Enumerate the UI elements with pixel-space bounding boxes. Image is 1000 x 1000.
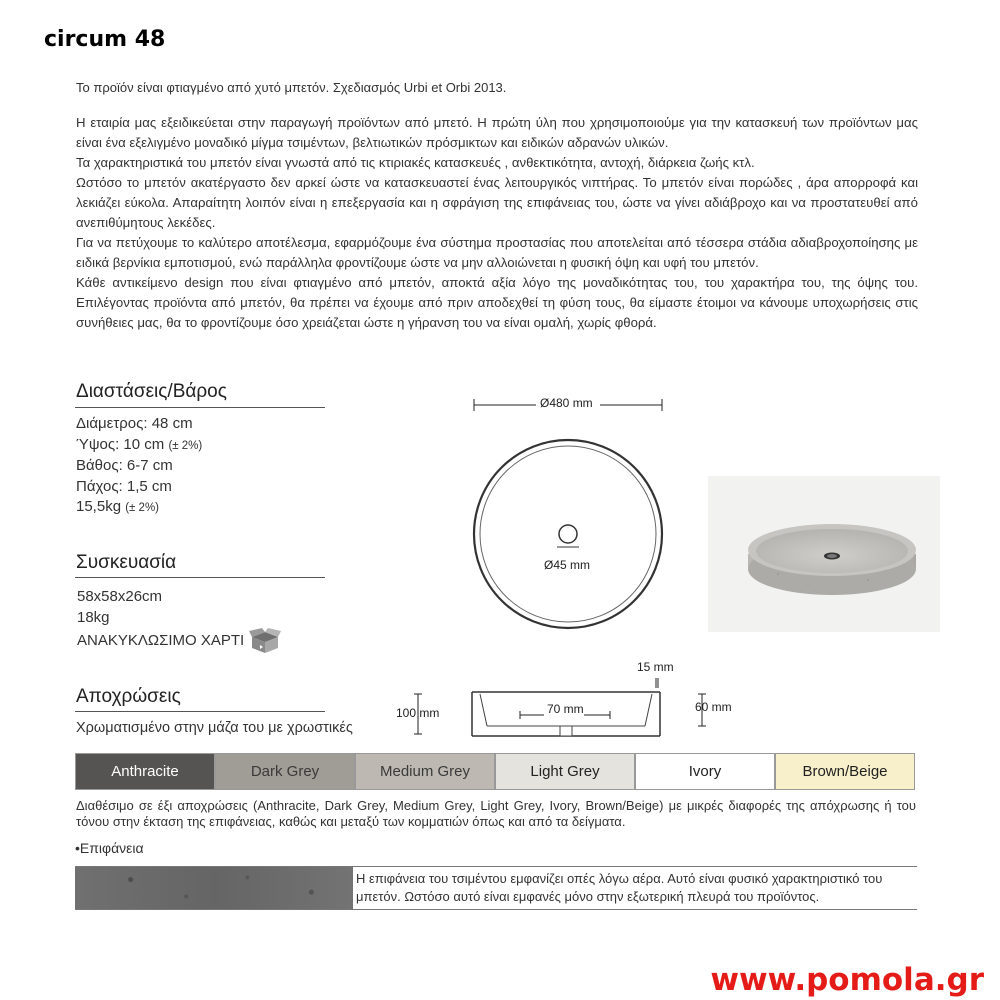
colors-heading: Αποχρώσεις — [76, 686, 181, 707]
dimension-item: Βάθος: 6-7 cm — [76, 457, 173, 474]
description-paragraph: Τα χαρακτηριστικά του μπετόν είναι γνωστά από τις κτιριακές κατασκευές , ανθεκτικότητα, αντοχή, διάρκεια ζωής κτλ. — [76, 155, 755, 170]
dimensions-list — [76, 414, 202, 519]
dimensions-heading: Διαστάσεις/Βάρος — [76, 381, 227, 402]
packaging-heading: Συσκευασία — [76, 552, 177, 573]
swatch-medium-grey[interactable]: Medium Grey — [355, 753, 495, 790]
colors-subheading: Χρωματισμένο στην μάζα του με χρωστικές — [76, 720, 353, 736]
height-label: 100 mm — [396, 706, 440, 720]
packaging-item: 58x58x26cm — [77, 588, 163, 605]
description-paragraph: Για να πετύχουμε το καλύτερο αποτέλεσμα, εφαρμόζουμε ένα σύστημα προστασίας που αποτελείται από τέσσερα στάδια αδιαβροχοποίησης με ειδικά βερνίκια εμποτισμού, ενώ παράλληλα φροντίζουμε ώστε να μην αλλοιώνεται η φυσική όψη και υφή του μπετόν. — [76, 235, 918, 270]
drain-diameter-label: Ø45 mm — [544, 558, 591, 572]
top-diameter-label: Ø480 mm — [540, 396, 593, 410]
description-paragraph: Η εταιρία μας εξειδικεύεται στην παραγωγή προϊόντων από μπετό. Η πρώτη ύλη που χρησιμοποιούμε για την κατασκευή των προϊόντων μας είναι ένα εξελιγμένο μοναδικό μίγμα τσιμέντων, βελτιωτικών πρόσμικτων και ειδικών αδρανών υλικών. — [76, 115, 918, 150]
surface-text: Η επιφάνεια του τσιμέντου εμφανίζει οπές λόγω αέρα. Αυτό είναι φυσικό χαρακτηριστικό του μπετόν. Ωστόσο αυτό είναι εμφανές μόνο στην εξωτερική πλευρά του προϊόντος. — [356, 871, 883, 904]
intro-text: Το προϊόν είναι φτιαγμένο από χυτό μπετόν. Σχεδιασμός Urbi et Orbi 2013. — [76, 80, 507, 95]
website-link[interactable]: www.pomola.gr — [710, 962, 984, 998]
section-drawing — [410, 660, 670, 740]
packaging-item: ΑΝΑΚΥΚΛΩΣΙΜΟ ΧΑΡΤΙ — [77, 628, 282, 654]
depth-right-label: 60 mm — [695, 700, 732, 714]
product-photo — [708, 476, 940, 632]
packaging-item: 18kg — [77, 608, 110, 626]
top-view-drawing — [460, 390, 680, 640]
wall-thickness-label: 15 mm — [637, 660, 674, 674]
swatch-light-grey[interactable]: Light Grey — [495, 753, 635, 790]
surface-box — [75, 866, 917, 910]
packaging-list — [77, 587, 282, 654]
dimension-item: 15,5kg (± 2%) — [76, 498, 160, 515]
box-icon — [248, 628, 282, 654]
surface-heading: •Επιφάνεια — [75, 840, 144, 856]
dimension-item: Πάχος: 1,5 cm — [76, 477, 172, 495]
inner-depth-label: 70 mm — [547, 702, 584, 716]
divider — [75, 577, 325, 578]
description-paragraph: Ωστόσο το μπετόν ακατέργαστο δεν αρκεί ώστε να κατασκευαστεί ένας λειτουργικός νιπτήρας. Το μπετόν είναι πορώδες , άρα απορροφά και λεκιάζει εύκολα. Απαραίτητη λοιπόν είναι η επεξεργασία και η σφράγιση της επιφάνειας του, ώστε να γίνει αδιάβροχο και να προστατευθεί από ανεπιθύμητους λεκέδες. — [76, 175, 918, 230]
divider — [75, 711, 325, 712]
availability-text: Διαθέσιμο σε έξι αποχρώσεις (Anthracite, Dark Grey, Medium Grey, Light Grey, Ivory, Brown/Beige) με μικρές διαφορές της απόχρωσης ή του τόνου στην έκταση της επιφάνειας, καθώς και μεταξύ των κομματιών όπως και από τα δείγματα. — [76, 798, 916, 829]
dimension-item: Ύψος: 10 cm (± 2%) — [76, 435, 203, 453]
swatch-anthracite[interactable]: Anthracite — [75, 753, 215, 790]
swatch-ivory[interactable]: Ivory — [635, 753, 775, 790]
description-paragraph: Κάθε αντικείμενο design που είναι φτιαγμένο από μπετόν, αποκτά αξία λόγο της μοναδικότητας του, του χαρακτήρα του, της όψης του. Επιλέγοντας προϊόντα από μπετόν, θα πρέπει να έχουμε από πριν αποδεχθεί τη φύση τους, θα είμαστε έτοιμοι να κάνουμε υποχωρήσεις στις συνήθειες μας, θα το φροντίζουμε όσο χρειάζεται ώστε η γήρανση του να είναι ομαλή, χωρίς φθορά. — [76, 275, 918, 330]
divider — [75, 407, 325, 408]
swatch-dark-grey[interactable]: Dark Grey — [215, 753, 355, 790]
color-swatches — [75, 753, 915, 790]
swatch-brown-beige[interactable]: Brown/Beige — [775, 753, 915, 790]
dimension-item: Διάμετρος: 48 cm — [76, 415, 193, 432]
concrete-texture-image — [75, 867, 353, 909]
description — [76, 113, 918, 333]
product-title: circum 48 — [44, 27, 166, 52]
